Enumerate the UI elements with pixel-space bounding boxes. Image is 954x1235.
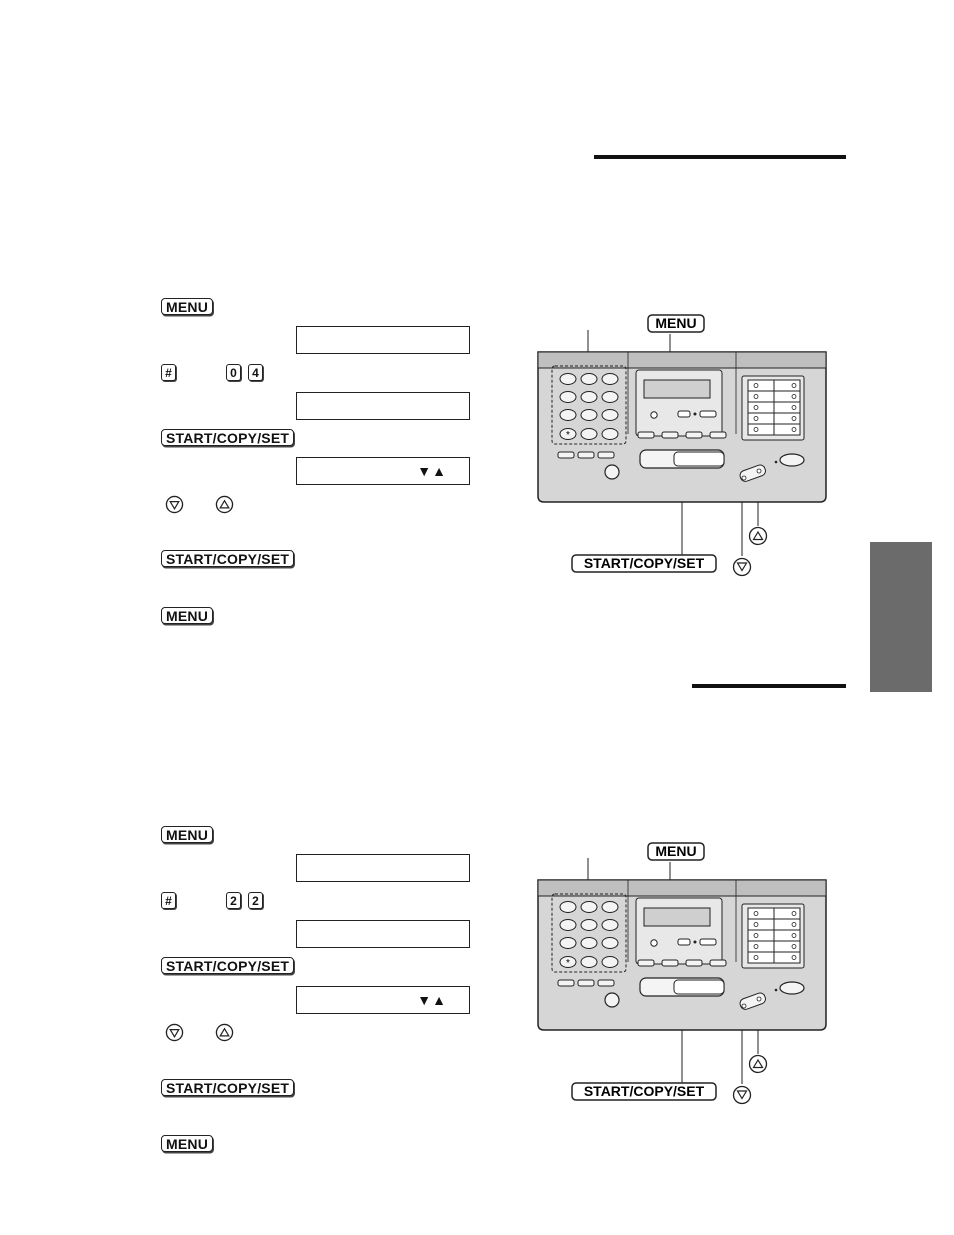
menu-key: MENU	[161, 607, 213, 624]
menu-label: MENU	[655, 315, 697, 331]
menu-label: MENU	[655, 843, 697, 859]
hash-key: #	[161, 364, 176, 381]
menu-key: MENU	[161, 1135, 213, 1152]
chapter-tab	[870, 542, 932, 692]
star-key-glyph: *	[566, 430, 570, 441]
display-arrows: ▼▲	[417, 463, 447, 479]
display-box	[296, 392, 470, 420]
down-arrow-icon	[165, 1023, 184, 1042]
section2-header-rule	[692, 684, 846, 688]
digit-key: 2	[248, 892, 263, 909]
start-copy-set-key: START/COPY/SET	[161, 1079, 294, 1096]
start-copy-set-label: START/COPY/SET	[583, 1083, 705, 1099]
star-key-glyph: *	[566, 958, 570, 969]
digit-key: 2	[226, 892, 241, 909]
digit-key: 4	[248, 364, 263, 381]
menu-key: MENU	[161, 826, 213, 843]
display-box	[296, 986, 470, 1014]
down-arrow-icon	[165, 495, 184, 514]
up-arrow-icon	[215, 1023, 234, 1042]
digit-key: 0	[226, 364, 241, 381]
section1-header-rule	[594, 155, 846, 159]
display-arrows: ▼▲	[417, 992, 447, 1008]
fax-panel-diagram	[520, 310, 860, 600]
display-box	[296, 854, 470, 882]
start-copy-set-key: START/COPY/SET	[161, 550, 294, 567]
display-box	[296, 326, 470, 354]
display-box	[296, 920, 470, 948]
display-box	[296, 457, 470, 485]
start-copy-set-key: START/COPY/SET	[161, 429, 294, 446]
start-copy-set-label: START/COPY/SET	[583, 555, 705, 571]
up-arrow-icon	[215, 495, 234, 514]
hash-key: #	[161, 892, 176, 909]
menu-key: MENU	[161, 298, 213, 315]
start-copy-set-key: START/COPY/SET	[161, 957, 294, 974]
fax-panel-diagram	[520, 838, 860, 1128]
